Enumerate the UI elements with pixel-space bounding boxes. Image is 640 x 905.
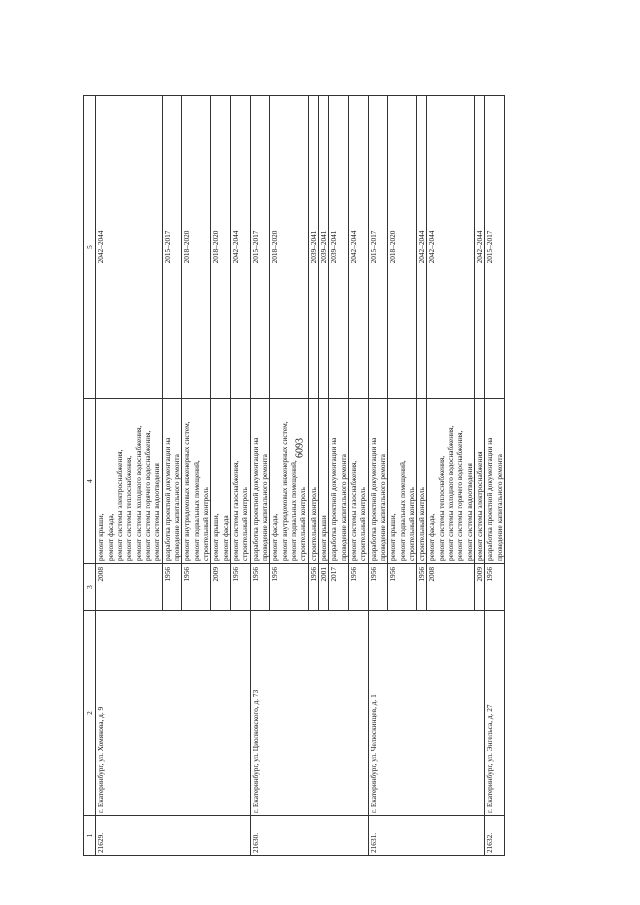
year-cell: 2001 [318, 564, 328, 611]
work-line: проведение капитального ремонта [259, 454, 269, 561]
work-line: разработка проектной документации на [329, 437, 339, 561]
work-line: разработка проектной документации на [485, 437, 495, 561]
works-cell [348, 399, 368, 564]
address-cell: г. Екатеринбург, ул. Циолковского, д. 73 [250, 611, 368, 816]
row-number: 21629. [96, 816, 250, 856]
work-line: ремонт системы горячего водоснабжения, [142, 430, 152, 561]
work-line: разработка проектной документации на [368, 437, 378, 561]
works-cell [368, 399, 388, 564]
work-line: разработка проектной документации на [162, 437, 172, 561]
table-body [96, 96, 505, 856]
term-cell: 2039–2041 [318, 96, 328, 399]
header-cell: 3 [84, 564, 96, 611]
work-line: ремонт крыши, [388, 513, 398, 561]
year-cell: 1956 [308, 564, 318, 611]
row-number: 21632. [485, 816, 505, 856]
term-cell: 2042–2044 [417, 96, 427, 399]
work-line: ремонт подвальных помещений, [397, 460, 407, 561]
row-number: 21630. [250, 816, 368, 856]
work-line: ремонт фасада, [270, 513, 280, 561]
year-cell: 2008 [96, 564, 162, 611]
work-line: ремонт системы газоснабжения, [230, 460, 240, 561]
table-row [368, 96, 388, 856]
work-line: ремонт системы холодного водоснабжения, [446, 425, 456, 561]
work-line: ремонт подвальных помещений, [191, 460, 201, 561]
work-line: ремонт системы электроснабжения, [114, 449, 124, 561]
work-line: ремонт фасада [220, 515, 230, 561]
work-line: ремонт системы газоснабжения, [348, 460, 358, 561]
works-cell [388, 399, 417, 564]
work-line: ремонт фасада, [427, 513, 437, 561]
year-cell: 1956 [485, 564, 505, 611]
work-line: ремонт фасада, [105, 513, 115, 561]
works-cell [318, 399, 328, 564]
term-cell: 2039–2041 [308, 96, 318, 399]
work-line: строительный контроль [406, 487, 416, 561]
header-cell: 1 [84, 816, 96, 856]
address-cell: г. Екатеринбург, ул. Хомякова, д. 9 [96, 611, 250, 816]
work-line: ремонт подвальных помещений, [288, 460, 298, 561]
address-cell: г. Екатеринбург, ул. Челюскинцев, д. 1 [368, 611, 485, 816]
table-row [96, 96, 162, 856]
works-cell [230, 399, 250, 564]
work-line: ремонт крыши, [211, 513, 221, 561]
capital-repair-table-wrapper [83, 96, 601, 856]
term-cell: 2042–2044 [230, 96, 250, 399]
year-cell: 2017 [329, 564, 349, 611]
works-cell [329, 399, 349, 564]
works-cell [162, 399, 182, 564]
year-cell: 1956 [348, 564, 368, 611]
term-cell: 2042–2044 [348, 96, 368, 399]
term-cell: 2015–2017 [368, 96, 388, 399]
works-cell [417, 399, 427, 564]
work-line: проведение капитального ремонта [171, 454, 181, 561]
header-cell: 5 [84, 96, 96, 399]
work-line: проведение капитального ремонта [338, 454, 348, 561]
work-line: строительный контроль [298, 487, 308, 561]
year-cell: 2009 [211, 564, 231, 611]
work-line: ремонт системы водоотведения [152, 463, 162, 561]
page-number: 6093 [294, 438, 306, 458]
term-cell: 2015–2017 [250, 96, 270, 399]
work-line: ремонт крыши [318, 515, 328, 561]
year-cell: 1956 [162, 564, 182, 611]
term-cell: 2018–2020 [182, 96, 211, 399]
works-cell [308, 399, 318, 564]
term-cell: 2015–2017 [485, 96, 505, 399]
capital-repair-table [83, 95, 505, 856]
term-cell: 2018–2020 [211, 96, 231, 399]
works-cell [270, 399, 308, 564]
term-cell: 2042–2044 [427, 96, 475, 399]
header-cell: 4 [84, 399, 96, 564]
year-cell: 1956 [250, 564, 270, 611]
header-cell: 2 [84, 611, 96, 816]
table-row [250, 96, 270, 856]
row-number: 21631. [368, 816, 485, 856]
work-line: проведение капитального ремонта [494, 454, 504, 561]
work-line: ремонт системы электроснабжения [475, 451, 485, 561]
term-cell: 2042–2044 [475, 96, 485, 399]
works-cell [182, 399, 211, 564]
year-cell: 1956 [368, 564, 388, 611]
year-cell: 1956 [270, 564, 308, 611]
year-cell: 1956 [230, 564, 250, 611]
works-cell [485, 399, 505, 564]
year-cell: 1956 [417, 564, 427, 611]
work-line: ремонт внутридомовых инженерных систем, [182, 421, 192, 561]
work-line: ремонт крыши, [96, 513, 106, 561]
work-line: ремонт системы холодного водоснабжения, [133, 425, 143, 561]
work-line: строительный контроль [200, 487, 210, 561]
works-cell [427, 399, 475, 564]
term-cell: 2042–2044 [96, 96, 162, 399]
term-cell: 2018–2020 [388, 96, 417, 399]
work-line: ремонт системы горячего водоснабжения, [455, 430, 465, 561]
works-cell [211, 399, 231, 564]
work-line: разработка проектной документации на [250, 437, 260, 561]
address-cell: г. Екатеринбург, ул. Энгельса, д. 27 [485, 611, 505, 816]
work-line: строительный контроль [417, 487, 427, 561]
works-cell [250, 399, 270, 564]
work-line: строительный контроль [358, 487, 368, 561]
work-line: строительный контроль [308, 487, 318, 561]
work-line: проведение капитального ремонта [377, 454, 387, 561]
year-cell: 1956 [388, 564, 417, 611]
works-cell [96, 399, 162, 564]
term-cell: 2039–2041 [329, 96, 349, 399]
term-cell: 2015–2017 [162, 96, 182, 399]
work-line: ремонт внутридомовых инженерных систем, [279, 421, 289, 561]
works-cell [475, 399, 485, 564]
table-row [485, 96, 505, 856]
term-cell: 2018–2020 [270, 96, 308, 399]
work-line: строительный контроль [240, 487, 250, 561]
header-row [84, 96, 96, 856]
year-cell: 2009 [475, 564, 485, 611]
work-line: ремонт системы теплоснабжения, [124, 455, 134, 561]
year-cell: 1956 [182, 564, 211, 611]
work-line: ремонт системы теплоснабжения, [436, 455, 446, 561]
year-cell: 2008 [427, 564, 475, 611]
work-line: ремонт системы водоотведения [464, 463, 474, 561]
